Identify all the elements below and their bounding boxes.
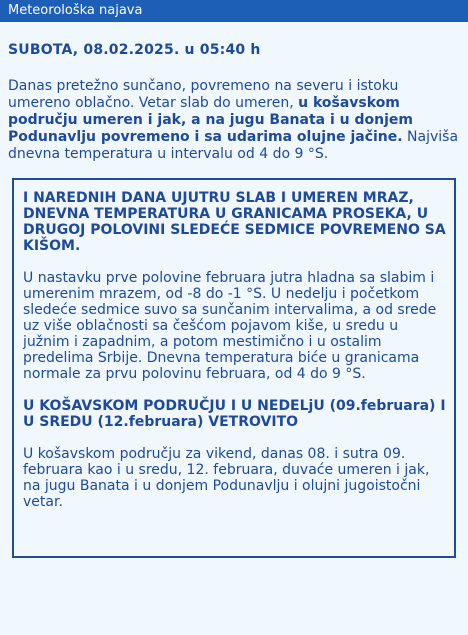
- intro-text-end: Najviša dnevna temperatura u intervalu od 4 do 9 °S.: [8, 129, 459, 162]
- forecast-content: [0, 42, 468, 558]
- section-title: Meteorološka najava: [8, 3, 143, 18]
- intro-text-bold: u košavskom području umeren i jak, a na jugu Banata i u donjem Podunavlju povremeno i sa udarima olujne jačine.: [8, 95, 413, 145]
- forecast-intro: [8, 78, 461, 163]
- intro-text-start: Danas pretežno sunčano, povremeno na severu i istoku umereno oblačno. Vetar slab do umeren,: [8, 78, 399, 111]
- wind-heading: U KOŠAVSKOM PODRUČJU I U NEDELjU (09.februara) I U SREDU (12.februara) VETROVITO: [23, 398, 446, 430]
- section-header: [0, 0, 468, 22]
- wind-paragraph: U košavskom području za vikend, danas 08. i sutra 09. februara kao i u sredu, 12. februara, duvaće umeren i jak, na jugu Banata i u donjem Podunavlju i olujni jugoistočni vetar.: [23, 446, 430, 510]
- outlook-box: [12, 178, 456, 558]
- outlook-heading: I NAREDNIH DANA UJUTRU SLAB I UMEREN MRAZ, DNEVNA TEMPERATURA U GRANICAMA PROSEKA, U DRUGOJ POLOVINI SLEDEĆE SEDMICE POVREMENO SA KIŠOM.: [23, 190, 446, 254]
- forecast-date: SUBOTA, 08.02.2025. u 05:40 h: [8, 42, 261, 58]
- outlook-paragraph: U nastavku prve polovine februara jutra hladna sa slabim i umerenim mrazem, od -8 do -1 °S. U nedelju i početkom sledeće sedmice suvo sa sunčanim intervalima, a od srede uz više oblačnosti sa češćom pojavom kiše, u sredu u južnim i zapadnim, a potom mestimično i u ostalim predelima Srbije. Dnevna temperatura biće u granicama normale za prvu polovinu februara, od 4 do 9 °S.: [23, 270, 437, 382]
